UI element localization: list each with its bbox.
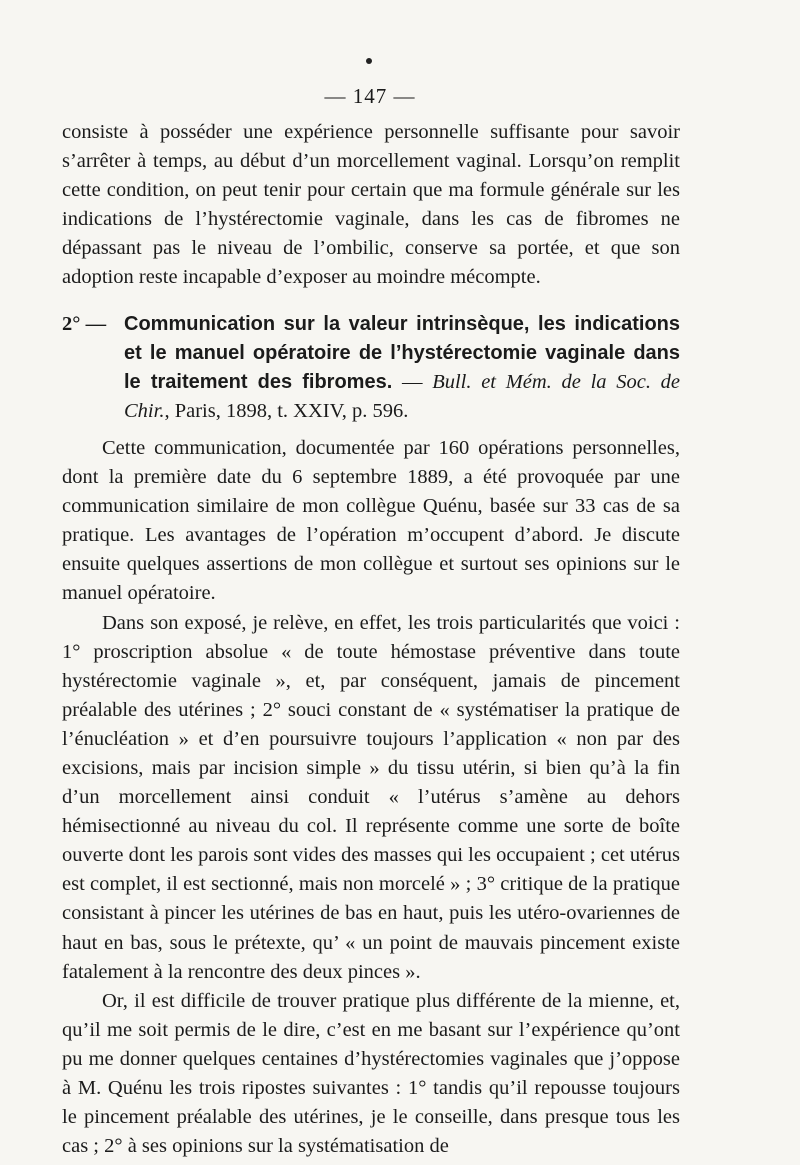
item-title: Communication sur la valeur intrinsèque, les indications et le manuel opératoire de l’hystérectomie vaginale dans le traitement des fibromes. xyxy=(124,312,680,393)
item-number: 2° — xyxy=(62,312,107,335)
paragraph-ripostes: Or, il est difficile de trouver pratique plus différente de la mienne, et, qu’il me soit permis de le dire, c’est en me basant sur l’expérience qu’ont pu me donner quelques centaines d’hystérectomies vaginales que j’oppose à M. Quénu les trois ripostes suivantes : 1° tandis qu’il repousse toujours le pincement préalable des utérines, je le conseille, dans presque tous les cas ; 2° à ses opinions sur la systématisation de xyxy=(62,989,680,1158)
paragraph-expose: Dans son exposé, je relève, en effet, les trois particularités que voici : 1° proscription absolue « de toute hémostase préventive dans toute hystérectomie vaginale », et, par conséquent, jamais de pincement préalable des utérines ; 2° souci constant de « systématiser la pratique de l’énucléation » et d’en poursuivre toujours l’application « non par des excisions, mais par incision simple » du tissu utérin, si bien qu’à la fin d’un morcellement ainsi conduit « l’utérus s’amène au dehors hémisectionné au niveau du col. Il représente comme une sorte de boîte ouverte dont les parois sont vides des masses qui les occupaient ; cet utérus est complet, il est sectionné, mais non morcelé » ; 3° critique de la pratique consistant à pincer les utérines de bas en haut, puis les utéro-ovariennes de haut en bas, sous le prétexte, qu’ « un point de mauvais pincement existe fatalement à la rencontre des deux pinces ». xyxy=(62,611,680,983)
bibliography-item-2 xyxy=(62,310,680,426)
page-number: — 147 — xyxy=(324,84,416,108)
ink-dot xyxy=(366,58,372,64)
page-content xyxy=(62,118,680,1161)
item-journal: Bull. et Mém. de la Soc. de Chir. xyxy=(124,370,681,422)
item-dash: — xyxy=(392,370,433,393)
paragraph-communication: Cette communication, documentée par 160 opérations personnelles, dont la première date du 6 septembre 1889, a été provoquée par une communication similaire de mon collègue Quénu, basée sur 33 cas de sa pratique. Les avantages de l’opération m’occupent d’abord. Je discute ensuite quelques assertions de mon collègue et surtout ses opinions sur le manuel opératoire. xyxy=(62,436,680,605)
item-reference: , Paris, 1898, t. XXIV, p. 596. xyxy=(164,399,409,422)
paragraph-continuation: consiste à posséder une expérience personnelle suffisante pour savoir s’arrêter à temps, au début d’un morcellement vaginal. Lorsqu’on remplit cette condition, on peut tenir pour certain que ma formule générale sur les indications de l’hystérectomie vaginale, dans les cas de fibromes ne dépassant pas le niveau de l’ombilic, conserve sa portée, et que son adoption reste incapable d’exposer au moindre mécompte. xyxy=(62,121,680,289)
